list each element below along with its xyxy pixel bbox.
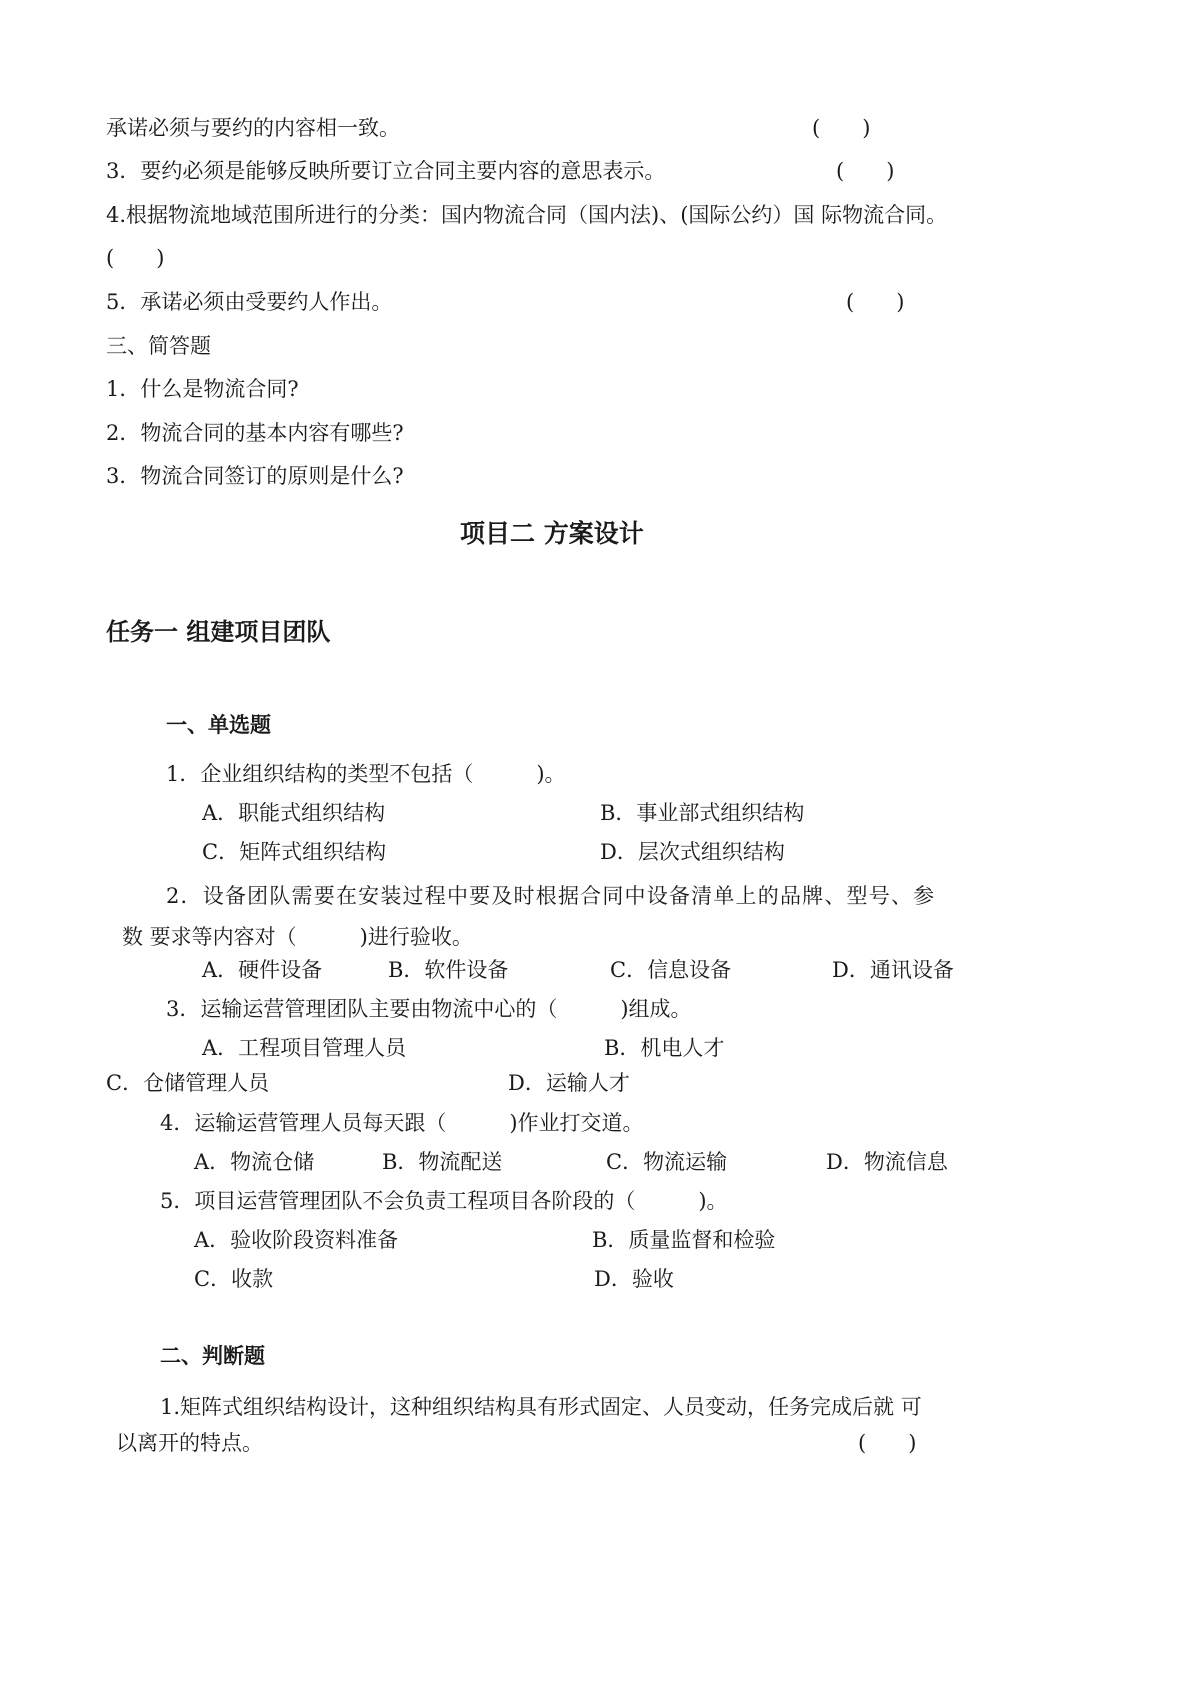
question-3-stem: 3．运输运营管理团队主要由物流中心的（ )组成。 xyxy=(166,997,692,1021)
option-c: C．物流运输 xyxy=(606,1150,728,1174)
option-a: A．验收阶段资料准备 xyxy=(194,1228,399,1252)
option-c: C．矩阵式组织结构 xyxy=(202,840,387,864)
option-d: D．通讯设备 xyxy=(832,958,954,982)
option-a: A．物流仓储 xyxy=(194,1150,315,1174)
answer-blank: ( ) xyxy=(106,246,165,270)
tf-item-4: 4.根据物流地域范围所进行的分类：国内物流合同（国内法)、(国际公约）国 际物流合同。 xyxy=(106,203,948,227)
tf-item-3: 3．要约必须是能够反映所要订立合同主要内容的意思表示。 xyxy=(106,159,666,183)
option-b: B．质量监督和检验 xyxy=(592,1228,776,1252)
answer-blank: ( ) xyxy=(836,159,895,183)
option-c: C．收款 xyxy=(194,1267,274,1291)
short-answer-q3: 3．物流合同签订的原则是什么? xyxy=(106,464,404,488)
tf-question-1: 1.矩阵式组织结构设计，这种组织结构具有形式固定、人员变动，任务完成后就 可 xyxy=(160,1395,922,1419)
answer-blank: ( ) xyxy=(812,116,871,140)
answer-blank: ( ) xyxy=(858,1431,917,1455)
question-5-stem: 5．项目运营管理团队不会负责工程项目各阶段的（ )。 xyxy=(160,1189,728,1213)
option-b: B．软件设备 xyxy=(388,958,509,982)
short-answer-q1: 1．什么是物流合同? xyxy=(106,377,299,401)
option-a: A．硬件设备 xyxy=(202,958,323,982)
tf-item-5: 5．承诺必须由受要约人作出。 xyxy=(106,290,393,314)
task-title: 任务一 组建项目团队 xyxy=(106,618,331,646)
question-2-stem-cont: 数 要求等内容对（ )进行验收。 xyxy=(122,925,473,949)
option-b: B．事业部式组织结构 xyxy=(600,801,805,825)
true-false-heading: 二、判断题 xyxy=(160,1344,265,1368)
project-title: 项目二 方案设计 xyxy=(460,519,644,548)
option-d: D．验收 xyxy=(594,1267,674,1291)
option-d: D．运输人才 xyxy=(508,1071,630,1095)
option-b: B．物流配送 xyxy=(382,1150,503,1174)
option-c: C．仓储管理人员 xyxy=(106,1071,270,1095)
tf-item-line: 承诺必须与要约的内容相一致。 xyxy=(106,116,400,140)
single-choice-heading: 一、单选题 xyxy=(166,713,271,737)
question-2-stem: 2．设备团队需要在安装过程中要及时根据合同中设备清单上的品牌、型号、参 xyxy=(166,884,936,908)
tf-question-1-cont: 以离开的特点。 xyxy=(116,1431,263,1455)
option-a: A．工程项目管理人员 xyxy=(202,1036,407,1060)
short-answer-heading: 三、简答题 xyxy=(106,334,211,358)
option-d: D．物流信息 xyxy=(826,1150,948,1174)
short-answer-q2: 2．物流合同的基本内容有哪些? xyxy=(106,421,404,445)
option-c: C．信息设备 xyxy=(610,958,732,982)
option-a: A．职能式组织结构 xyxy=(202,801,386,825)
question-1-stem: 1．企业组织结构的类型不包括（ )。 xyxy=(166,762,566,786)
option-b: B．机电人才 xyxy=(604,1036,725,1060)
question-4-stem: 4．运输运营管理人员每天跟（ )作业打交道。 xyxy=(160,1111,644,1135)
option-d: D．层次式组织结构 xyxy=(600,840,785,864)
answer-blank: ( ) xyxy=(846,290,905,314)
